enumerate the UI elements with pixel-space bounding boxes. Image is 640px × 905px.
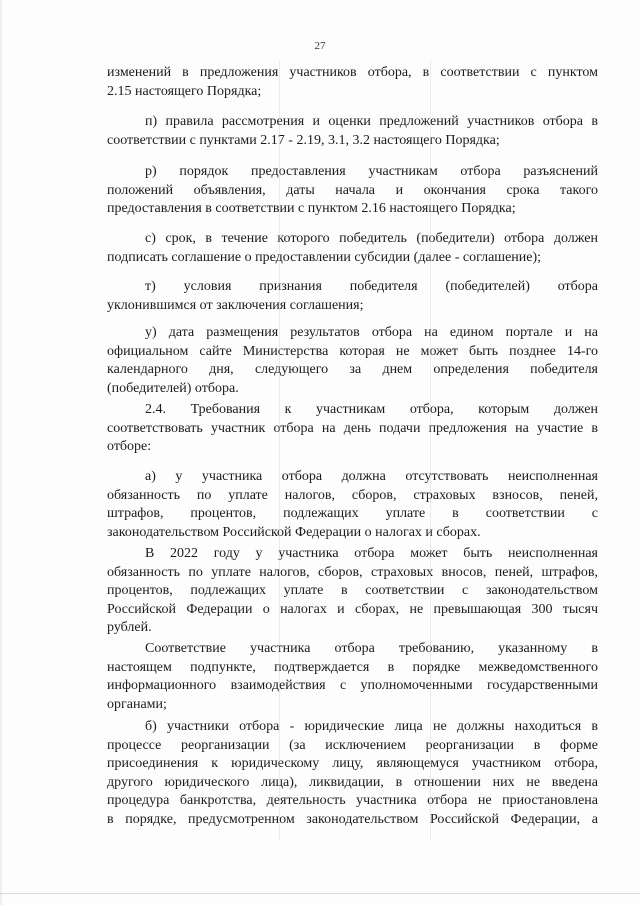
paragraph-2022 bbox=[107, 545, 598, 638]
text-line: обязанность по уплате налогов, сборов, страховых взносов, пеней, bbox=[107, 487, 598, 503]
text-line: изменений в предложения участников отбора, в соответствии с пунктом bbox=[107, 65, 598, 80]
paragraph-izmeneniy bbox=[107, 64, 598, 101]
text-line: (победителей) отбора. bbox=[107, 380, 239, 396]
text-line: а) у участника отбора должна отсутствовать неисполненная bbox=[145, 469, 598, 484]
text-line: обязанность по уплате налогов, сборов, страховых вносов, пеней, штрафов, bbox=[107, 564, 598, 580]
paragraph-item-s bbox=[107, 230, 598, 267]
text-line: с) срок, в течение которого победитель (победители) отбора должен bbox=[145, 231, 598, 246]
text-line: 2.15 настоящего Порядка; bbox=[107, 83, 262, 99]
text-line: положений объявления, даты начала и окончания срока такого bbox=[107, 182, 598, 198]
text-line: предоставления в соответствии с пунктом 2.16 настоящего Порядка; bbox=[107, 201, 516, 216]
text-line: процессе реорганизации (за исключением реорганизации в форме bbox=[107, 737, 598, 753]
text-line: р) порядок предоставления участникам отбора разъяснений bbox=[145, 164, 598, 179]
text-line: уклонившимся от заключения соглашения; bbox=[107, 297, 364, 313]
scan-fold-mark bbox=[430, 60, 431, 840]
paragraph-item-a bbox=[107, 468, 598, 542]
scan-fold-mark bbox=[279, 60, 280, 840]
paragraph-item-r bbox=[107, 163, 598, 219]
text-line: у) дата размещения результатов отбора на едином портале и на bbox=[145, 325, 598, 340]
text-line: в порядке, предусмотренном законодательством Российской Федерации, а bbox=[107, 811, 598, 827]
text-line: официальном сайте Министерства которая не может быть позднее 14-го bbox=[107, 343, 598, 359]
text-line: присоединения к юридическому лицу, являющемуся участником отбора, bbox=[107, 756, 598, 771]
paragraph-item-b bbox=[107, 718, 598, 829]
scan-left-edge bbox=[0, 0, 2, 905]
text-line: т) условия признания победителя (победителей) отбора bbox=[145, 279, 598, 294]
text-line: рублей. bbox=[107, 620, 152, 635]
text-line: календарного дня, следующего за днем определения победителя bbox=[107, 362, 598, 377]
text-line: В 2022 году у участника отбора может быть неисполненная bbox=[145, 546, 598, 561]
text-line: п) правила рассмотрения и оценки предложений участников отбора в bbox=[145, 114, 598, 129]
text-line: органами; bbox=[107, 696, 167, 712]
text-line: штрафов, процентов, подлежащих уплате в соответствии с bbox=[107, 506, 598, 521]
text-line: соответствии с пунктами 2.17 - 2.19, 3.1, 3.2 настоящего Порядка; bbox=[107, 132, 500, 148]
text-line: Российской Федерации о налогах и сборах, не превышающая 300 тысяч bbox=[107, 601, 598, 617]
paragraph-sootvetstvie bbox=[107, 640, 598, 714]
text-line: процедура банкротства, деятельность участника отбора не приостановлена bbox=[107, 793, 598, 808]
text-line: Соответствие участника отбора требованию, указанному в bbox=[145, 641, 598, 656]
text-line: 2.4. Требования к участникам отбора, которым должен bbox=[145, 402, 598, 417]
paragraph-item-p bbox=[107, 113, 598, 150]
text-line: настоящем подпункте, подтверждается в порядке межведомственного bbox=[107, 659, 598, 675]
text-line: подписать соглашение о предоставлении субсидии (далее - соглашение); bbox=[107, 249, 542, 265]
text-line: информационного взаимодействия с уполномоченными государственными bbox=[107, 678, 598, 693]
paragraph-item-t bbox=[107, 278, 598, 315]
scan-bottom-edge bbox=[0, 893, 640, 894]
text-line: законодательством Российской Федерации о налогах и сборах. bbox=[107, 524, 481, 540]
page-number: 27 bbox=[314, 40, 326, 52]
paragraph-section-2-4 bbox=[107, 401, 598, 457]
text-line: другого юридического лица), ликвидации, в отношении них не введена bbox=[107, 774, 598, 790]
text-line: процентов, подлежащих уплате в соответствии с законодательством bbox=[107, 583, 598, 598]
text-line: б) участники отбора - юридические лица не должны находиться в bbox=[145, 719, 598, 734]
text-line: отборе: bbox=[107, 439, 152, 454]
paragraph-item-u bbox=[107, 324, 598, 398]
text-line: соответствовать участник отбора на день подачи предложения на участие в bbox=[107, 420, 598, 436]
